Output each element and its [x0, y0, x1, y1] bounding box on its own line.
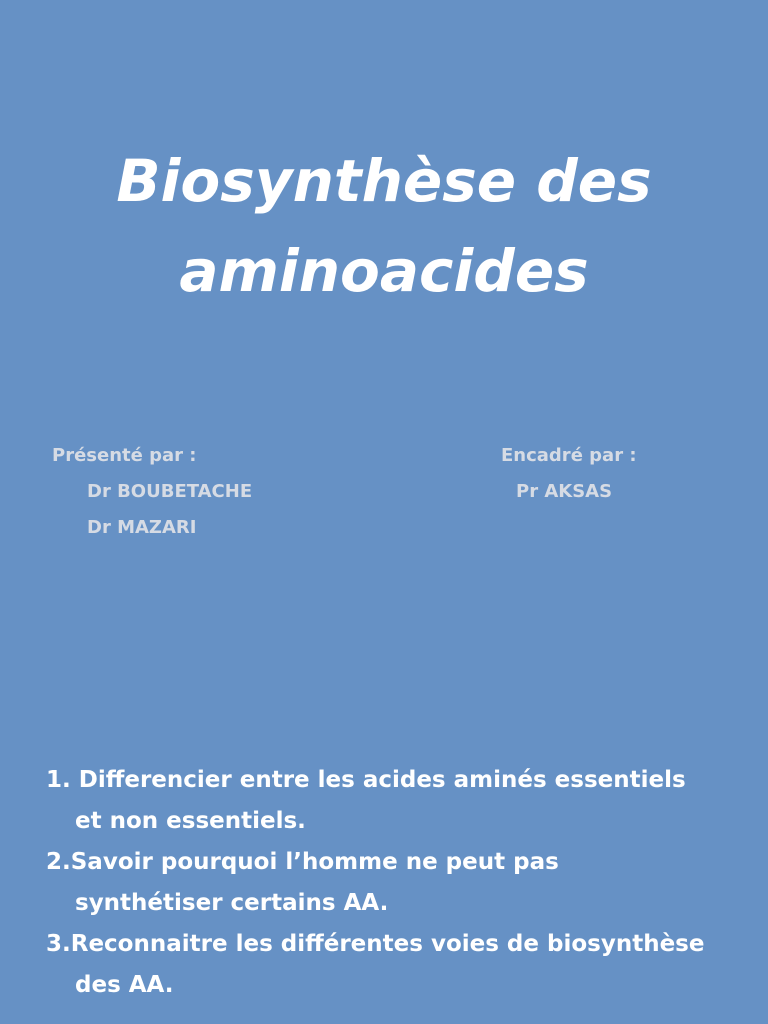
- objective-item: [46, 924, 736, 1006]
- objective-text: 2.Savoir pourquoi l’homme ne peut pas: [46, 849, 559, 875]
- objective-text: 3.Reconnaitre les différentes voies de biosynthèse: [46, 931, 705, 957]
- objective-item: [46, 842, 736, 924]
- objective-text-continued: synthétiser certains AA.: [75, 890, 389, 916]
- title-line-2: aminoacides: [179, 237, 589, 305]
- presenter-name: Dr BOUBETACHE: [87, 481, 253, 502]
- objectives-list: [46, 760, 736, 1006]
- presenter-name: Dr MAZARI: [87, 517, 197, 538]
- objective-text-continued: des AA.: [75, 972, 174, 998]
- objective-item: [46, 760, 736, 842]
- supervisor-label: Encadré par :: [501, 445, 637, 466]
- presenter-label: Présenté par :: [52, 445, 197, 466]
- supervisor-name: Pr AKSAS: [516, 481, 613, 502]
- title-line-1: Biosynthèse des: [116, 147, 652, 215]
- objective-text-continued: et non essentiels.: [75, 808, 306, 834]
- presenter-block: [52, 444, 252, 552]
- objective-text: 1. Differencier entre les acides aminés essentiels: [46, 767, 686, 793]
- slide-title: [0, 136, 768, 316]
- supervisor-block: [501, 444, 637, 516]
